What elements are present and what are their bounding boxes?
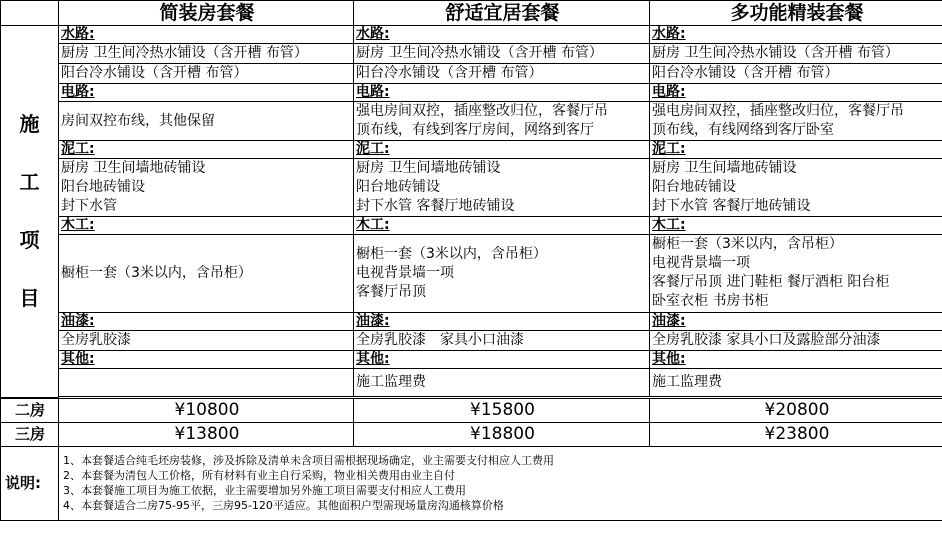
cell-line: 橱柜一套（3米以内，含吊柜） [61,265,252,281]
side-char: 项 [19,228,40,253]
cell [59,369,354,397]
header-comfort-package: 舒适宜居套餐 [354,1,650,26]
note-line: 4、本套餐适合二房75-95平，三房95-120平适应。其他面积户型需现场量房沟通核算价格 [63,499,504,512]
section-title: 其他: [354,351,650,369]
section-title: 木工: [650,217,942,235]
section-title: 水路: [59,26,354,44]
cell-line: 卧室衣柜 书房书柜 [652,293,769,309]
cell-line: 橱柜一套（3米以内，含吊柜） [652,236,843,252]
cell [650,235,942,313]
paint-title-row [1,313,942,331]
cell: 施工监理费 [650,369,942,397]
cell: 阳台冷水铺设（含开槽 布管） [354,64,650,84]
other-title-row [1,351,942,369]
section-title: 其他: [650,351,942,369]
paint-row [1,331,942,351]
cell-line: 客餐厅吊顶 [356,284,426,300]
section-title: 木工: [59,217,354,235]
section-title: 泥工: [650,141,942,159]
cell-line: 封下水管 客餐厅地砖铺设 [652,198,811,214]
header-row [1,1,942,26]
side-char: 施 [19,112,40,137]
masonry-row [1,159,942,217]
other-row [1,369,942,397]
note-line: 3、本套餐施工项目为施工依据，业主需要增加另外施工项目需要支付相应人工费用 [63,484,466,497]
note-line: 1、本套餐适合纯毛坯房装修，涉及拆除及清单未含项目需根据现场确定，业主需要支付相应人工费用 [63,454,554,467]
header-basic-package: 简装房套餐 [59,1,354,26]
electric-title-row [1,84,942,102]
section-title: 电路: [59,84,354,102]
price-value: ¥20800 [650,398,942,422]
section-title: 水路: [354,26,650,44]
cell-line: 顶布线，有线网络到客厅卧室 [652,122,834,138]
cell [59,235,354,313]
header-premium-package: 多功能精装套餐 [650,1,942,26]
cell-line: 橱柜一套（3米以内，含吊柜） [356,246,547,262]
cell: 厨房 卫生间冷热水铺设（含开槽 布管） [354,44,650,64]
side-char: 目 [19,286,40,311]
cell-line: 顶布线，有线到客厅房间，网络到客厅 [356,122,594,138]
notes-label: 说明: [1,446,59,520]
cell-line: 电视背景墙一项 [652,255,750,271]
cell: 厨房 卫生间冷热水铺设（含开槽 布管） [59,44,354,64]
price-row-2br [1,398,942,422]
section-title: 电路: [650,84,942,102]
price-value: ¥15800 [354,398,650,422]
side-char: 工 [19,170,40,195]
section-title: 泥工: [59,141,354,159]
water-row-1 [1,44,942,64]
header-corner [1,1,59,26]
cell [354,102,650,141]
cell-line: 客餐厅吊顶 进门鞋柜 餐厅酒柜 阳台柜 [652,274,890,290]
notes-content [59,446,942,520]
notes-row [1,446,942,520]
section-title: 油漆: [59,313,354,331]
note-line: 2、本套餐为清包人工价格，所有材料有业主自行采购，物业相关费用由业主自付 [63,469,455,482]
price-value: ¥13800 [59,422,354,446]
section-title: 泥工: [354,141,650,159]
section-title: 木工: [354,217,650,235]
section-title: 其他: [59,351,354,369]
cell [59,102,354,141]
cell-line: 电视背景墙一项 [356,265,454,281]
section-title: 水路: [650,26,942,44]
cell: 施工监理费 [354,369,650,397]
section-title: 油漆: [354,313,650,331]
cell: 厨房 卫生间冷热水铺设（含开槽 布管） [650,44,942,64]
carpentry-title-row [1,217,942,235]
cell: 全房乳胶漆 家具小口油漆 [354,331,650,351]
cell-line: 强电房间双控，插座整改归位，客餐厅吊 [356,103,608,119]
water-title-row [1,26,942,44]
price-value: ¥10800 [59,398,354,422]
cell [59,159,354,217]
cell-line: 强电房间双控，插座整改归位，客餐厅吊 [652,103,904,119]
price-row-3br [1,422,942,446]
cell: 全房乳胶漆 [59,331,354,351]
cell-line: 封下水管 客餐厅地砖铺设 [356,198,515,214]
masonry-title-row [1,141,942,159]
cell-line: 阳台地砖铺设 [61,179,145,195]
carpentry-row [1,235,942,313]
cell-line: 厨房 卫生间墙地砖铺设 [652,160,797,176]
section-title: 电路: [354,84,650,102]
cell: 全房乳胶漆 家具小口及露脸部分油漆 [650,331,942,351]
cell [354,159,650,217]
cell-line: 厨房 卫生间墙地砖铺设 [356,160,501,176]
cell: 阳台冷水铺设（含开槽 布管） [59,64,354,84]
price-label: 二房 [1,398,59,422]
water-row-2 [1,64,942,84]
price-value: ¥23800 [650,422,942,446]
cell [650,102,942,141]
cell: 阳台冷水铺设（含开槽 布管） [650,64,942,84]
cell-line: 阳台地砖铺设 [356,179,440,195]
cell [650,159,942,217]
price-value: ¥18800 [354,422,650,446]
price-label: 三房 [1,422,59,446]
section-title: 油漆: [650,313,942,331]
cell-line: 厨房 卫生间墙地砖铺设 [61,160,206,176]
cell-line: 阳台地砖铺设 [652,179,736,195]
electric-row [1,102,942,141]
cell-line: 房间双控布线，其他保留 [61,112,215,129]
side-label-construction-items [1,26,59,398]
cell-line: 封下水管 [61,198,117,214]
cell [354,235,650,313]
